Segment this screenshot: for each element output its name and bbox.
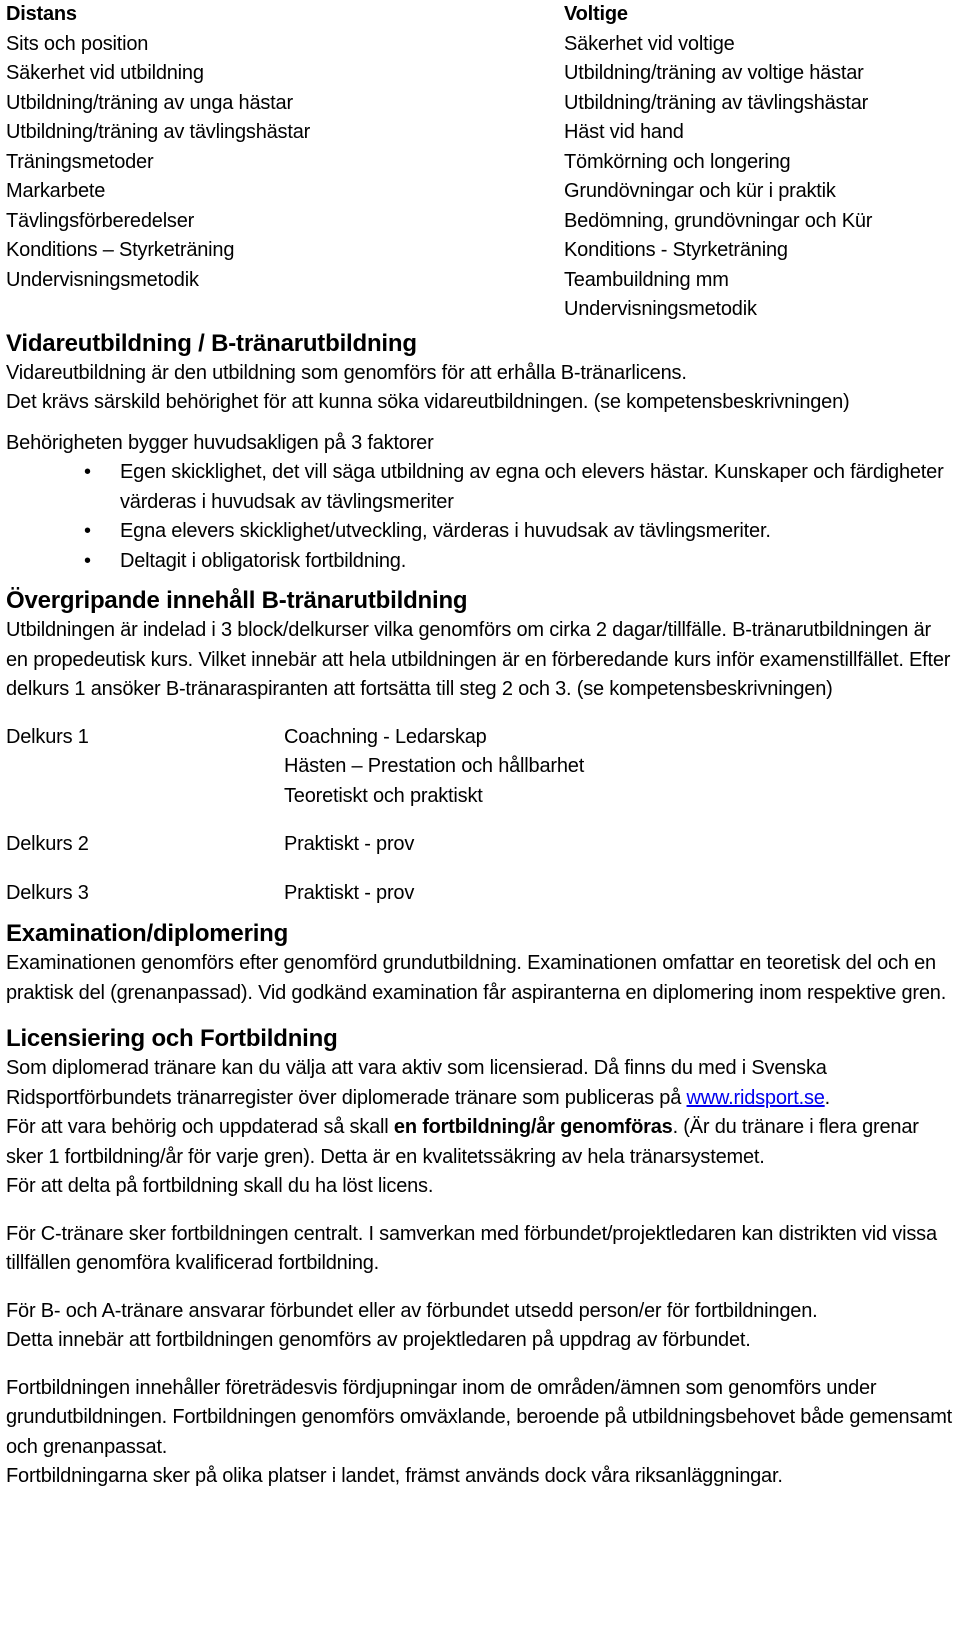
paragraph-text: Som diplomerad tränare kan du välja att vara aktiv som licensierad. Då finns du med i Svenska Ridsportförbundets tränarregister över diplomerade tränare som publiceras på (6, 1057, 827, 1109)
overgripande-section (6, 586, 954, 705)
delkurs-content (284, 879, 414, 909)
bullet-icon: • (84, 461, 91, 483)
list-item (6, 458, 954, 517)
licensiering-section (6, 1024, 954, 1492)
list-item (6, 517, 954, 547)
section-title-examination: Examination/diplomering (6, 920, 289, 947)
delkurs-label: Delkurs 1 (6, 725, 89, 748)
voltige-item: Säkerhet vid voltige (564, 32, 735, 55)
delkurs-label: Delkurs 2 (6, 833, 89, 855)
examination-text: Examinationen genomförs efter genomförd grundutbildning. Examinationen omfattar en teoretisk del och en praktisk del (grenanpassad). Vid godkänd examination får aspiranterna en diplomering inom respektive gren. (6, 952, 947, 1004)
licensiering-paragraph: För B- och A-tränare ansvarar förbundet eller av förbundet utsedd person/er för fortbildningen. (6, 1299, 818, 1322)
licensiering-paragraph: Fortbildningarna sker på olika platser i landet, främst används dock våra riksanläggningar. (6, 1465, 783, 1487)
section-title-overgripande: Övergripande innehåll B-tränarutbildning (6, 587, 468, 614)
curriculum-columns (6, 0, 954, 325)
voltige-item: Bedömning, grundövningar och Kür (564, 209, 873, 232)
distans-item: Säkerhet vid utbildning (6, 62, 204, 84)
section-title-licensiering: Licensiering och Fortbildning (6, 1025, 338, 1052)
overgripande-text: Utbildningen är indelad i 3 block/delkurser vilka genomförs om cirka 2 dagar/tillfälle. B-tränarutbildningen är en propedeutisk kurs. Vilket innebär att hela utbildningen är en förberedande kurs inför examenstillfället. Efter delkurs 1 ansöker B-tränaraspiranten att fortsätta till steg 2 och 3. (se kompetensbeskrivningen) (6, 619, 951, 700)
delkurs-line: Hästen – Prestation och hållbarhet (284, 755, 585, 777)
distans-item: Utbildning/träning av tävlingshästar (6, 121, 311, 143)
distans-column (6, 0, 564, 325)
paragraph-text: . (824, 1086, 831, 1109)
licensiering-paragraph: Fortbildningen innehåller företrädesvis fördjupningar inom de områden/ämnen som genomförs under grundutbildningen. Fortbildningen genomförs omväxlande, beroende på utbildningsbehovet både gemensamt och grenanpassat. (6, 1376, 953, 1458)
table-row (6, 830, 954, 860)
distans-item: Markarbete (6, 180, 106, 202)
bullet-icon: • (84, 549, 91, 572)
delkurs-label: Delkurs 3 (6, 881, 89, 904)
voltige-item: Utbildning/träning av tävlingshästar (564, 91, 869, 114)
voltige-item: Teambuildning mm (564, 268, 729, 291)
delkurs-line: Praktiskt - prov (284, 881, 415, 904)
delkurs-line: Praktiskt - prov (284, 833, 415, 855)
paragraph-text: . (Är du tränare i flera grenar sker 1 fortbildning/år för varje gren). Detta är en kvalitetssäkring av hela tränarsystemet. (6, 1116, 919, 1168)
voltige-item: Häst vid hand (564, 121, 684, 143)
list-item (6, 547, 954, 577)
delkurs-content (284, 723, 584, 812)
voltige-column (564, 0, 954, 325)
distans-item: Sits och position (6, 32, 149, 55)
distans-item: Tävlingsförberedelser (6, 209, 195, 232)
list-item-text: Egen skicklighet, det vill säga utbildning av egna och elevers hästar. Kunskaper och färdigheter värderas i huvudsak av tävlingsmeriter (120, 461, 944, 513)
emphasis-text: en fortbildning/år genomföras (393, 1116, 673, 1138)
vidare-line: Vidareutbildning är den utbildning som genomförs för att erhålla B-tränarlicens. (6, 361, 687, 384)
vidare-intro: Behörigheten bygger huvudsakligen på 3 faktorer (6, 431, 434, 454)
distans-item: Utbildning/träning av unga hästar (6, 91, 293, 114)
voltige-heading: Voltige (564, 3, 628, 25)
voltige-item: Undervisningsmetodik (564, 298, 757, 320)
voltige-item: Grundövningar och kür i praktik (564, 180, 836, 202)
vidare-line: Det krävs särskild behörighet för att kunna söka vidareutbildningen. (se kompetensbeskrivningen) (6, 391, 850, 413)
voltige-item: Utbildning/träning av voltige hästar (564, 62, 864, 84)
delkurs-line: Teoretiskt och praktiskt (284, 784, 483, 807)
paragraph-text: För att vara behörig och uppdaterad så skall (6, 1116, 394, 1138)
licensiering-paragraph: Detta innebär att fortbildningen genomförs av projektledaren på uppdrag av förbundet. (6, 1329, 751, 1351)
section-title-vidare: Vidareutbildning / B-tränarutbildning (6, 329, 417, 357)
behorighet-list (6, 458, 954, 576)
delkurs-table (6, 723, 954, 909)
table-row (6, 723, 954, 812)
vidare-section (6, 329, 954, 577)
delkurs-line: Coachning - Ledarskap (284, 725, 487, 748)
ridsport-link[interactable]: www.ridsport.se (686, 1086, 825, 1109)
distans-heading: Distans (6, 3, 77, 25)
delkurs-content (284, 830, 414, 860)
licensiering-paragraph: För C-tränare sker fortbildningen centralt. I samverkan med förbundet/projektledaren kan distrikten vid vissa tillfällen genomföra kvalificerad fortbildning. (6, 1222, 937, 1274)
licensiering-paragraph: För att delta på fortbildning skall du ha löst licens. (6, 1175, 434, 1197)
distans-item: Undervisningsmetodik (6, 268, 199, 291)
list-item-text: Egna elevers skicklighet/utveckling, värderas i huvudsak av tävlingsmeriter. (120, 520, 771, 542)
licensiering-paragraph (6, 1113, 954, 1172)
licensiering-paragraph (6, 1054, 954, 1113)
bullet-icon: • (84, 520, 91, 542)
distans-item: Konditions – Styrketräning (6, 239, 235, 261)
distans-item: Träningsmetoder (6, 150, 154, 173)
table-row (6, 879, 954, 909)
voltige-item: Tömkörning och longering (564, 150, 791, 173)
examination-section (6, 919, 954, 1008)
voltige-item: Konditions - Styrketräning (564, 239, 788, 261)
list-item-text: Deltagit i obligatorisk fortbildning. (120, 549, 407, 572)
